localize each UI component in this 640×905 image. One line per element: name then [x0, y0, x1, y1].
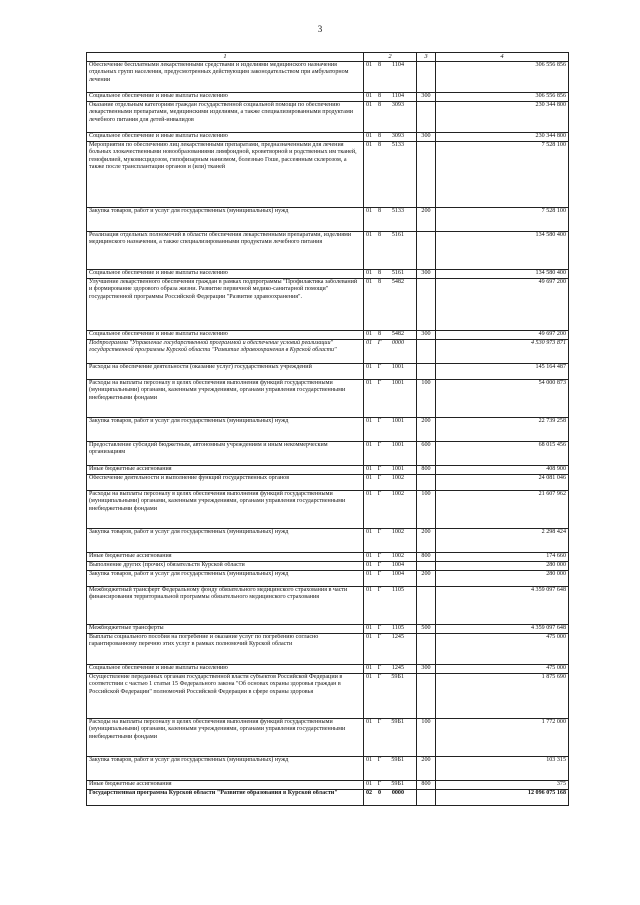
row-sum: 12 096 075 168: [436, 790, 569, 806]
row-code: [364, 587, 417, 625]
code-direction: 0000: [391, 340, 404, 346]
row-name: Закупка товаров, работ и услуг для государственных (муниципальных) нужд: [87, 208, 364, 232]
table-row: [87, 364, 569, 380]
code-direction: 1002: [391, 475, 404, 481]
row-code: [364, 270, 417, 279]
row-sum: 134 580 400: [436, 270, 569, 279]
page-number: 3: [317, 24, 323, 34]
row-sum: 4 530 973 871: [436, 340, 569, 364]
code-program: 01: [366, 232, 373, 238]
table-row: [87, 665, 569, 674]
table-row: [87, 142, 569, 208]
row-expense-type: 100: [417, 491, 436, 529]
row-name: Оказание отдельным категориям граждан государственной социальной помощи по обеспечению лекарственными препаратами, медицинскими изделиями, а также специализированными продуктами лечебного питания для детей-инвалидов: [87, 102, 364, 133]
row-expense-type: [417, 674, 436, 719]
row-name: Социальное обеспечение и иные выплаты населению: [87, 270, 364, 279]
row-name: Обеспечение бесплатными лекарственными средствами и изделиями медицинского назначения отдельных групп населения, предусмотренных действующим законодательством при амбулаторном лечении: [87, 62, 364, 93]
row-sum: 174 660: [436, 553, 569, 562]
code-subprogram: 8: [377, 102, 382, 108]
row-name: Социальное обеспечение и иные выплаты населению: [87, 665, 364, 674]
code-program: 01: [366, 634, 373, 640]
row-code: [364, 665, 417, 674]
code-subprogram: Г: [377, 340, 382, 346]
row-name: Иные бюджетные ассигнования: [87, 466, 364, 475]
table-row: [87, 529, 569, 553]
code-subprogram: 8: [377, 331, 382, 337]
row-code: [364, 475, 417, 491]
row-sum: 280 000: [436, 571, 569, 587]
code-subprogram: Г: [377, 587, 382, 593]
code-subprogram: 8: [377, 232, 382, 238]
code-direction: 59Б1: [391, 719, 404, 725]
row-code: [364, 790, 417, 806]
code-subprogram: Г: [377, 665, 382, 671]
code-program: 01: [366, 587, 373, 593]
row-expense-type: [417, 587, 436, 625]
row-code: [364, 232, 417, 270]
row-sum: 306 556 856: [436, 93, 569, 102]
row-expense-type: [417, 102, 436, 133]
table-row: [87, 208, 569, 232]
row-expense-type: [417, 279, 436, 331]
row-sum: 280 000: [436, 562, 569, 571]
code-subprogram: Г: [377, 529, 382, 535]
code-program: 01: [366, 466, 373, 472]
row-sum: 4 359 097 648: [436, 625, 569, 634]
code-subprogram: Г: [377, 634, 382, 640]
code-program: 02: [366, 790, 373, 796]
code-subprogram: 8: [377, 62, 382, 68]
table-row: [87, 781, 569, 790]
code-subprogram: Г: [377, 364, 382, 370]
row-name: Закупка товаров, работ и услуг для государственных (муниципальных) нужд: [87, 418, 364, 442]
row-name: Социальное обеспечение и иные выплаты населению: [87, 93, 364, 102]
row-expense-type: [417, 142, 436, 208]
row-expense-type: [417, 62, 436, 93]
row-code: [364, 364, 417, 380]
code-direction: 1002: [391, 491, 404, 497]
code-program: 01: [366, 529, 373, 535]
row-sum: 230 344 800: [436, 133, 569, 142]
row-code: [364, 491, 417, 529]
table-row: [87, 625, 569, 634]
code-subprogram: Г: [377, 491, 382, 497]
row-code: [364, 340, 417, 364]
code-direction: 1104: [392, 62, 404, 68]
row-name: Предоставление субсидий бюджетным, автономным учреждениям и иным некоммерческим организациям: [87, 442, 364, 466]
row-name: Расходы на выплаты персоналу в целях обеспечения выполнения функций государственными (муниципальными) органами, казенными учреждениями, органами управления государственными внебюджетными фондами: [87, 380, 364, 418]
row-code: [364, 781, 417, 790]
code-subprogram: Г: [377, 781, 382, 787]
row-name: Расходы на выплаты персоналу в целях обеспечения выполнения функций государственными (муниципальными) органами, казенными учреждениями, органами управления государственными внебюджетными фондами: [87, 719, 364, 757]
row-sum: 230 344 800: [436, 102, 569, 133]
code-program: 01: [366, 208, 373, 214]
code-subprogram: Г: [377, 442, 382, 448]
table-row: [87, 442, 569, 466]
table-row: [87, 553, 569, 562]
code-program: 01: [366, 571, 373, 577]
row-name: Иные бюджетные ассигнования: [87, 781, 364, 790]
row-sum: 7 528 100: [436, 208, 569, 232]
code-subprogram: Г: [377, 562, 382, 568]
code-program: 01: [366, 665, 373, 671]
table-header-row: [87, 53, 569, 62]
row-expense-type: 200: [417, 571, 436, 587]
table-row: [87, 571, 569, 587]
code-direction: 1002: [391, 529, 404, 535]
code-program: 01: [366, 625, 373, 631]
table-row: [87, 634, 569, 665]
code-direction: 3093: [391, 102, 404, 108]
table-row: [87, 279, 569, 331]
row-expense-type: 300: [417, 93, 436, 102]
table-row: [87, 757, 569, 781]
table-row: [87, 270, 569, 279]
code-subprogram: Г: [377, 466, 382, 472]
row-sum: 1 772 000: [436, 719, 569, 757]
row-code: [364, 529, 417, 553]
table-row: [87, 587, 569, 625]
code-direction: 1001: [391, 364, 404, 370]
row-sum: 54 000 873: [436, 380, 569, 418]
row-expense-type: [417, 790, 436, 806]
row-expense-type: 200: [417, 757, 436, 781]
code-program: 01: [366, 553, 373, 559]
row-code: [364, 634, 417, 665]
header-cell: 2: [364, 53, 417, 62]
code-subprogram: Г: [377, 475, 382, 481]
row-code: [364, 553, 417, 562]
table-row: [87, 340, 569, 364]
row-name: Межбюджетный трансферт Федеральному фонду обязательного медицинского страхования в части финансирования территориальной программы обязательного медицинского страхования: [87, 587, 364, 625]
code-direction: 1001: [391, 442, 404, 448]
row-name: Обеспечение деятельности и выполнение функций государственных органов: [87, 475, 364, 491]
code-program: 01: [366, 442, 373, 448]
row-code: [364, 380, 417, 418]
table-row: [87, 562, 569, 571]
row-expense-type: 300: [417, 665, 436, 674]
code-direction: 1001: [391, 418, 404, 424]
code-direction: 5161: [391, 270, 404, 276]
code-subprogram: 8: [377, 133, 382, 139]
code-direction: 1245: [391, 634, 404, 640]
code-program: 01: [366, 674, 373, 680]
row-code: [364, 674, 417, 719]
code-subprogram: Г: [377, 418, 382, 424]
code-program: 01: [366, 340, 373, 346]
code-direction: 59Б1: [391, 674, 404, 680]
code-direction: 1105: [392, 625, 404, 631]
code-direction: 5482: [391, 279, 404, 285]
code-direction: 1001: [391, 466, 404, 472]
row-sum: 2 298 424: [436, 529, 569, 553]
row-expense-type: [417, 364, 436, 380]
row-sum: 134 580 400: [436, 232, 569, 270]
row-name: Выполнение других (прочих) обязательств Курской области: [87, 562, 364, 571]
code-subprogram: 8: [377, 208, 382, 214]
row-name: Социальное обеспечение и иные выплаты населению: [87, 133, 364, 142]
code-direction: 1104: [392, 93, 404, 99]
row-sum: 21 607 962: [436, 491, 569, 529]
table-body: [87, 62, 569, 806]
row-expense-type: [417, 634, 436, 665]
row-code: [364, 133, 417, 142]
row-code: [364, 562, 417, 571]
code-direction: 59Б1: [391, 781, 404, 787]
row-code: [364, 757, 417, 781]
code-program: 01: [366, 331, 373, 337]
row-code: [364, 571, 417, 587]
row-expense-type: 200: [417, 418, 436, 442]
row-name: Закупка товаров, работ и услуг для государственных (муниципальных) нужд: [87, 571, 364, 587]
row-sum: 475 000: [436, 634, 569, 665]
table-row: [87, 719, 569, 757]
row-expense-type: [417, 232, 436, 270]
code-program: 01: [366, 364, 373, 370]
code-direction: 1001: [391, 380, 404, 386]
row-code: [364, 142, 417, 208]
code-subprogram: Г: [377, 757, 382, 763]
code-subprogram: Г: [377, 674, 382, 680]
code-direction: 5133: [391, 142, 404, 148]
header-cell: 1: [87, 53, 364, 62]
table-row: [87, 62, 569, 93]
code-subprogram: Г: [377, 380, 382, 386]
code-direction: 1004: [391, 562, 404, 568]
row-name: Реализация отдельных полномочий в области обеспечения лекарственными препаратами, изделиями медицинского назначения, а также специализированными продуктами лечебного питания: [87, 232, 364, 270]
row-code: [364, 331, 417, 340]
row-sum: 24 081 046: [436, 475, 569, 491]
row-code: [364, 62, 417, 93]
code-subprogram: 0: [377, 790, 382, 796]
row-expense-type: 600: [417, 442, 436, 466]
row-code: [364, 279, 417, 331]
code-direction: 1245: [391, 665, 404, 671]
row-code: [364, 466, 417, 475]
row-code: [364, 442, 417, 466]
code-program: 01: [366, 62, 373, 68]
code-subprogram: Г: [377, 625, 382, 631]
table-row: [87, 102, 569, 133]
header-cell: 4: [436, 53, 569, 62]
code-direction: 1105: [392, 587, 404, 593]
code-direction: 5482: [391, 331, 404, 337]
code-program: 01: [366, 418, 373, 424]
code-direction: 0000: [391, 790, 404, 796]
row-name: Расходы на обеспечение деятельности (оказание услуг) государственных учреждений: [87, 364, 364, 380]
code-program: 01: [366, 133, 373, 139]
row-code: [364, 625, 417, 634]
row-code: [364, 102, 417, 133]
table-row: [87, 232, 569, 270]
table-row: [87, 380, 569, 418]
code-direction: 3093: [391, 133, 404, 139]
code-subprogram: 8: [377, 93, 382, 99]
row-sum: 4 359 097 648: [436, 587, 569, 625]
code-program: 01: [366, 102, 373, 108]
code-program: 01: [366, 781, 373, 787]
code-subprogram: 8: [377, 270, 382, 276]
row-sum: 1 875 690: [436, 674, 569, 719]
row-sum: 7 528 100: [436, 142, 569, 208]
row-expense-type: 100: [417, 719, 436, 757]
row-sum: 408 900: [436, 466, 569, 475]
table-row: [87, 331, 569, 340]
code-direction: 1004: [391, 571, 404, 577]
row-expense-type: 800: [417, 781, 436, 790]
code-program: 01: [366, 719, 373, 725]
row-name: Мероприятия по обеспечению лиц лекарственными препаратами, предназначенными для лечения больных злокачественными новообразованиями лимфоидной, кроветворной и родственных им тканей, гемофилией, муковисцидозом, гипофизарным нанизмом, болезнью Гоше, рассеянным склерозом, а также после трансплантации органов и (или) тканей: [87, 142, 364, 208]
code-program: 01: [366, 491, 373, 497]
code-program: 01: [366, 562, 373, 568]
code-subprogram: Г: [377, 571, 382, 577]
row-sum: 145 164 487: [436, 364, 569, 380]
table-row: [87, 466, 569, 475]
code-subprogram: 8: [377, 279, 382, 285]
code-program: 01: [366, 279, 373, 285]
row-sum: 68 015 456: [436, 442, 569, 466]
code-program: 01: [366, 757, 373, 763]
row-name: Осуществление переданных органам государственной власти субъектов Российской Федерации в соответствии с частью 1 статьи 15 Федерального закона "Об основах охраны здоровья граждан в Российской Федерации" полномочий Российской Федерации в сфере охраны здоровья: [87, 674, 364, 719]
code-program: 01: [366, 93, 373, 99]
row-sum: 475 000: [436, 665, 569, 674]
code-direction: 1002: [391, 553, 404, 559]
row-name: Иные бюджетные ассигнования: [87, 553, 364, 562]
row-expense-type: 200: [417, 529, 436, 553]
table-row: [87, 491, 569, 529]
row-code: [364, 418, 417, 442]
row-sum: 22 739 258: [436, 418, 569, 442]
header-cell: 3: [417, 53, 436, 62]
code-subprogram: Г: [377, 719, 382, 725]
row-expense-type: 500: [417, 625, 436, 634]
code-program: 01: [366, 380, 373, 386]
table-row: [87, 133, 569, 142]
row-code: [364, 208, 417, 232]
row-expense-type: 800: [417, 466, 436, 475]
row-sum: 306 556 856: [436, 62, 569, 93]
row-expense-type: 300: [417, 133, 436, 142]
code-subprogram: Г: [377, 553, 382, 559]
row-code: [364, 719, 417, 757]
table-row: [87, 418, 569, 442]
row-expense-type: 800: [417, 553, 436, 562]
row-name: Межбюджетные трансферты: [87, 625, 364, 634]
row-expense-type: 300: [417, 331, 436, 340]
row-name: Подпрограмма "Управление государственной программой и обеспечение условий реализации" государственной программы Курской области "Развитие здравоохранения в Курской области": [87, 340, 364, 364]
row-expense-type: [417, 562, 436, 571]
table-row: [87, 790, 569, 806]
row-name: Улучшение лекарственного обеспечения граждан в рамках подпрограммы "Профилактика заболеваний и формирование здорового образа жизни. Развитие первичной медико-санитарной помощи" государственной программы Российской Федерации "Развитие здравоохранения".: [87, 279, 364, 331]
row-name: Закупка товаров, работ и услуг для государственных (муниципальных) нужд: [87, 529, 364, 553]
code-program: 01: [366, 270, 373, 276]
row-expense-type: [417, 475, 436, 491]
table-row: [87, 475, 569, 491]
row-code: [364, 93, 417, 102]
row-sum: 103 315: [436, 757, 569, 781]
row-name: Закупка товаров, работ и услуг для государственных (муниципальных) нужд: [87, 757, 364, 781]
code-subprogram: 8: [377, 142, 382, 148]
row-sum: 375: [436, 781, 569, 790]
code-direction: 5133: [391, 208, 404, 214]
table-row: [87, 674, 569, 719]
row-expense-type: 300: [417, 270, 436, 279]
table-row: [87, 93, 569, 102]
row-expense-type: [417, 340, 436, 364]
row-sum: 49 697 200: [436, 279, 569, 331]
row-sum: 49 697 200: [436, 331, 569, 340]
code-direction: 5161: [391, 232, 404, 238]
row-name: Социальное обеспечение и иные выплаты населению: [87, 331, 364, 340]
row-name: Выплаты социального пособия на погребение и оказание услуг по погребению согласно гарантированному перечню этих услуг в рамках полномочий Курской области: [87, 634, 364, 665]
row-name: Расходы на выплаты персоналу в целях обеспечения выполнения функций государственными (муниципальными) органами, казенными учреждениями, органами управления государственными внебюджетными фондами: [87, 491, 364, 529]
budget-table: [86, 52, 569, 806]
row-expense-type: 200: [417, 208, 436, 232]
code-program: 01: [366, 475, 373, 481]
code-direction: 59Б1: [391, 757, 404, 763]
code-program: 01: [366, 142, 373, 148]
row-name: Государственная программа Курской области "Развитие образования в Курской области": [87, 790, 364, 806]
row-expense-type: 100: [417, 380, 436, 418]
